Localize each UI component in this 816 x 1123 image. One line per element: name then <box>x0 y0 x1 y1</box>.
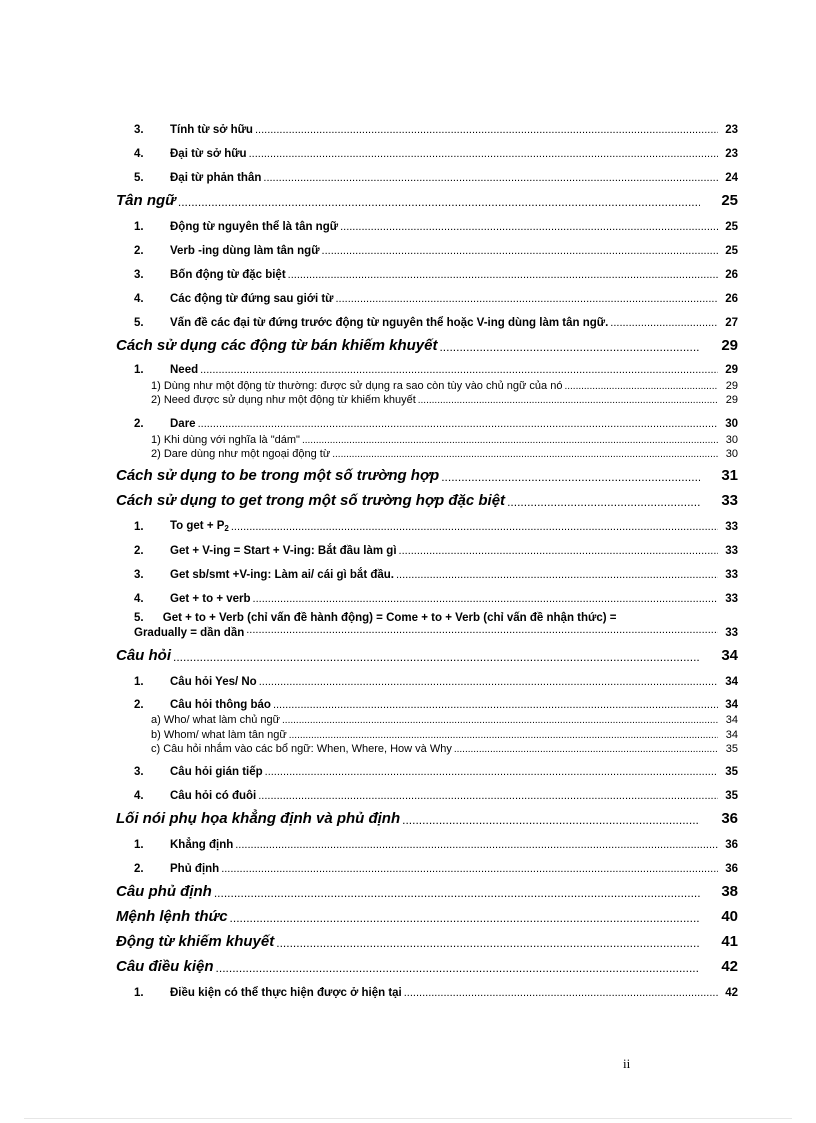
toc-entry-label: Phủ định <box>170 863 220 875</box>
leader-dots <box>259 676 718 688</box>
toc-entry[interactable]: 2. Verb -ing dùng làm tân ngữ ..... 25 <box>116 234 738 258</box>
toc-entry-label: Động từ nguyên thể là tân ngữ <box>170 221 339 233</box>
toc-page-number: 30 <box>725 418 738 430</box>
toc-page-number: 33 <box>725 521 738 533</box>
toc-heading[interactable] <box>116 876 738 901</box>
toc-page-number: 36 <box>721 810 738 827</box>
leader-dots <box>265 767 718 779</box>
leader-dots <box>322 246 718 258</box>
leader-dots <box>396 570 718 582</box>
leader-dots <box>263 173 718 185</box>
leader-dots <box>404 988 718 1000</box>
toc-entry-label: Need <box>170 364 199 376</box>
toc-page-number: 34 <box>725 675 738 688</box>
toc-page-number: 33 <box>725 569 738 581</box>
leader-dots <box>441 469 700 484</box>
leader-dots <box>173 649 700 664</box>
toc-entry[interactable]: 1. Câu hỏi Yes/ No ..... 34 <box>116 665 738 689</box>
toc-entry-label: Câu hỏi gián tiếp <box>170 766 263 778</box>
toc-page-number: 27 <box>725 317 738 329</box>
leader-dots <box>507 494 700 509</box>
leader-dots <box>399 546 718 558</box>
toc-page-number: 36 <box>725 863 738 875</box>
toc-subentry-label: 1) Dùng như một động từ thường: được sử dụng ra sao còn tùy vào chủ ngữ của nó <box>151 379 563 392</box>
toc-heading-label: Mệnh lệnh thức <box>116 908 228 925</box>
toc-entry[interactable]: 4. Đại từ sở hữu ..... 23 <box>116 137 738 161</box>
leader-dots <box>439 339 700 354</box>
leader-dots <box>200 365 718 377</box>
table-of-contents <box>116 113 738 1000</box>
toc-page-number: 35 <box>725 766 738 778</box>
toc-subentry[interactable] <box>116 431 738 446</box>
toc-subentry-label: 1) Khi dùng với nghĩa là "dám" <box>151 433 300 446</box>
toc-entry[interactable]: 3. Câu hỏi gián tiếp ..... 35 <box>116 755 738 779</box>
toc-entry[interactable]: 2. Câu hỏi thông báo ..... 34 <box>116 689 738 712</box>
page-bottom-edge <box>24 1118 792 1119</box>
toc-entry-label: Vấn đề các đại từ đứng trước động từ nguyên thể hoặc V-ing dùng làm tân ngữ. <box>170 317 609 329</box>
leader-dots <box>198 419 718 431</box>
toc-heading-label: Câu phủ định <box>116 883 212 900</box>
toc-entry[interactable]: 3. Bốn động từ đặc biệt ..... 26 <box>116 258 738 282</box>
leader-dots <box>214 885 700 900</box>
toc-heading[interactable] <box>116 460 738 485</box>
leader-dots <box>235 840 718 852</box>
leader-dots <box>276 935 700 950</box>
toc-page-number: 34 <box>725 698 738 711</box>
toc-page-number: 42 <box>725 987 738 999</box>
toc-page-number: 40 <box>721 908 738 925</box>
toc-entry[interactable]: 4. Câu hỏi có đuôi ..... 35 <box>116 779 738 803</box>
toc-page-number: 41 <box>721 933 738 950</box>
leader-dots <box>402 812 700 827</box>
toc-heading[interactable] <box>116 185 738 210</box>
toc-page-number: 30 <box>725 433 738 446</box>
toc-page-number: 23 <box>725 124 738 136</box>
toc-page-number: 29 <box>721 337 738 354</box>
toc-entry-label: Điều kiện có thể thực hiện được ở hiện tại <box>170 987 402 999</box>
leader-dots <box>253 594 718 606</box>
leader-dots <box>610 318 718 330</box>
leader-dots <box>249 149 718 161</box>
leader-dots <box>258 791 718 803</box>
toc-heading[interactable] <box>116 926 738 951</box>
leader-dots <box>332 449 718 460</box>
toc-heading-label: Cách sử dụng các động từ bán khiếm khuyết <box>116 337 438 354</box>
toc-subentry-label: b) Whom/ what làm tân ngữ <box>151 728 287 741</box>
toc-entry[interactable]: 1. Điều kiện có thể thực hiện được ở hiện tại ..... 42 <box>116 976 738 1000</box>
toc-page-number: 34 <box>721 646 738 664</box>
toc-entry[interactable]: 4. Get + to + verb ..... 33 <box>116 582 738 606</box>
leader-dots <box>221 864 718 876</box>
toc-entry[interactable]: 3. Tính từ sở hữu ..... 23 <box>116 113 738 137</box>
toc-page-number: 31 <box>721 467 738 484</box>
toc-entry-label: Câu hỏi có đuôi <box>170 790 257 802</box>
leader-dots <box>454 744 718 755</box>
toc-page-number: 24 <box>725 172 738 184</box>
toc-entry-label: Đại từ sở hữu <box>170 148 247 160</box>
toc-entry-label: Get sb/smt +V-ing: Làm ai/ cái gì bắt đầu. <box>170 569 394 581</box>
toc-heading[interactable] <box>116 951 738 976</box>
leader-dots <box>564 381 718 392</box>
leader-dots <box>178 194 700 209</box>
toc-heading-label: Câu điều kiện <box>116 958 214 975</box>
toc-subentry[interactable] <box>116 392 738 407</box>
toc-entry[interactable]: 1. To get + $P_2$ ..... 33 <box>116 510 738 534</box>
toc-heading-label: Lối nói phụ họa khẳng định và phủ định <box>116 810 401 827</box>
toc-page-number: 30 <box>725 448 738 460</box>
toc-heading[interactable] <box>116 901 738 926</box>
toc-entry[interactable]: 3. Get sb/smt +V-ing: Làm ai/ cái gì bắt đầu. ..... 33 <box>116 558 738 582</box>
toc-entry-label: Dare <box>170 418 196 430</box>
toc-subentry[interactable] <box>116 712 738 727</box>
toc-entry[interactable]: 5. Vấn đề các đại từ đứng trước động từ nguyên thể hoặc V-ing dùng làm tân ngữ. ..... 27 <box>116 306 738 330</box>
toc-page-number: 34 <box>725 728 738 741</box>
toc-page-number: 33 <box>725 593 738 605</box>
leader-dots <box>418 395 718 406</box>
leader-dots <box>336 294 719 306</box>
toc-entry-label: Đại từ phản thân <box>170 172 262 184</box>
toc-heading-label: Tân ngữ <box>116 192 176 209</box>
toc-heading[interactable] <box>116 330 738 355</box>
toc-entry-label: Get + to + verb <box>170 593 251 605</box>
toc-entry[interactable]: 2. Get + V-ing = Start + V-ing: Bắt đầu làm gì ..... 33 <box>116 534 738 558</box>
toc-page-number: 33 <box>725 545 738 557</box>
toc-subentry[interactable] <box>116 741 738 756</box>
toc-entry-multiline[interactable]: 5. Get + to + Verb (chỉ vấn đề hành động) = Come + to + Verb (chỉ vấn đề nhận thức) = Gradually = dần dần ..... 33 <box>116 606 738 640</box>
toc-page-number: 38 <box>721 883 738 900</box>
leader-dots <box>288 270 718 282</box>
toc-entry[interactable]: 1. Need ..... 29 <box>116 355 738 377</box>
leader-dots <box>282 715 718 726</box>
toc-page-number: 34 <box>725 714 738 726</box>
toc-entry-label: To get + $P_2$ <box>170 520 229 533</box>
toc-entry-label: Tính từ sở hữu <box>170 124 253 136</box>
toc-page-number: 25 <box>725 245 738 257</box>
toc-subentry[interactable] <box>116 377 738 392</box>
toc-subentry[interactable] <box>116 726 738 741</box>
toc-subentry-label: 2) Dare dùng như một ngoại động từ <box>151 448 331 460</box>
toc-heading-label: Cách sử dụng to be trong một số trường hợp <box>116 467 440 484</box>
toc-entry-label: Các động từ đứng sau giới từ <box>170 293 334 305</box>
leader-dots <box>230 910 700 925</box>
toc-page-number: 35 <box>725 743 738 755</box>
toc-subentry-label: 2) Need được sử dụng như một động từ khiếm khuyết <box>151 394 416 406</box>
leader-dots <box>246 624 718 636</box>
toc-entry-label: Bốn động từ đặc biệt <box>170 269 286 281</box>
toc-page-number: 25 <box>725 221 738 233</box>
toc-page-number: 29 <box>725 364 738 376</box>
toc-heading-label: Câu hỏi <box>116 646 171 664</box>
toc-entry-label: Câu hỏi Yes/ No <box>170 675 257 688</box>
leader-dots <box>216 960 700 975</box>
toc-page-number: 25 <box>721 192 738 209</box>
toc-entry-label: Khẳng định <box>170 839 234 851</box>
toc-entry-label-continued: Gradually = dần dần <box>134 626 245 639</box>
toc-subentry-label: c) Câu hỏi nhắm vào các bổ ngữ: When, Where, How và Why <box>151 743 452 755</box>
toc-subentry-label: a) Who/ what làm chủ ngữ <box>151 714 281 726</box>
toc-page-number: 35 <box>725 790 738 802</box>
leader-dots <box>302 435 718 446</box>
toc-page-number: 26 <box>725 269 738 281</box>
toc-heading-label: Động từ khiếm khuyết <box>116 933 275 950</box>
leader-dots <box>231 522 718 534</box>
toc-page-number: 23 <box>725 148 738 160</box>
toc-page-number: 33 <box>725 626 738 639</box>
leader-dots <box>289 730 718 741</box>
toc-heading[interactable] <box>116 803 738 828</box>
leader-dots <box>340 222 718 234</box>
toc-heading-label: Cách sử dụng to get trong một số trường hợp đặc biệt <box>116 492 506 509</box>
toc-page-number: 36 <box>725 839 738 851</box>
toc-entry-label: Câu hỏi thông báo <box>170 698 271 711</box>
toc-page-number: 42 <box>721 958 738 975</box>
toc-entry[interactable]: 2. Dare ..... 30 <box>116 406 738 431</box>
leader-dots <box>273 699 718 711</box>
toc-page-number: 26 <box>725 293 738 305</box>
toc-page-number: 29 <box>725 379 738 392</box>
toc-entry[interactable]: 1. Khẳng định ..... 36 <box>116 828 738 852</box>
toc-entry[interactable]: 1. Động từ nguyên thể là tân ngữ ..... 25 <box>116 210 738 234</box>
page-number-footer: ii <box>623 1056 631 1071</box>
toc-page-number: 33 <box>721 492 738 509</box>
toc-entry-label: Get + V-ing = Start + V-ing: Bắt đầu làm gì <box>170 545 397 557</box>
toc-entry[interactable]: 4. Các động từ đứng sau giới từ ..... 26 <box>116 282 738 306</box>
toc-heading[interactable] <box>116 485 738 510</box>
toc-entry[interactable]: 2. Phủ định ..... 36 <box>116 852 738 876</box>
toc-entry[interactable]: 5. Đại từ phản thân ..... 24 <box>116 161 738 185</box>
toc-entry-label: Verb -ing dùng làm tân ngữ <box>170 245 320 257</box>
toc-subentry[interactable] <box>116 446 738 461</box>
toc-heading[interactable] <box>116 640 738 665</box>
toc-page-number: 29 <box>725 394 738 406</box>
toc-entry-label: Get + to + Verb (chỉ vấn đề hành động) = Come + to + Verb (chỉ vấn đề nhận thức) = <box>162 612 617 624</box>
leader-dots <box>255 125 718 137</box>
